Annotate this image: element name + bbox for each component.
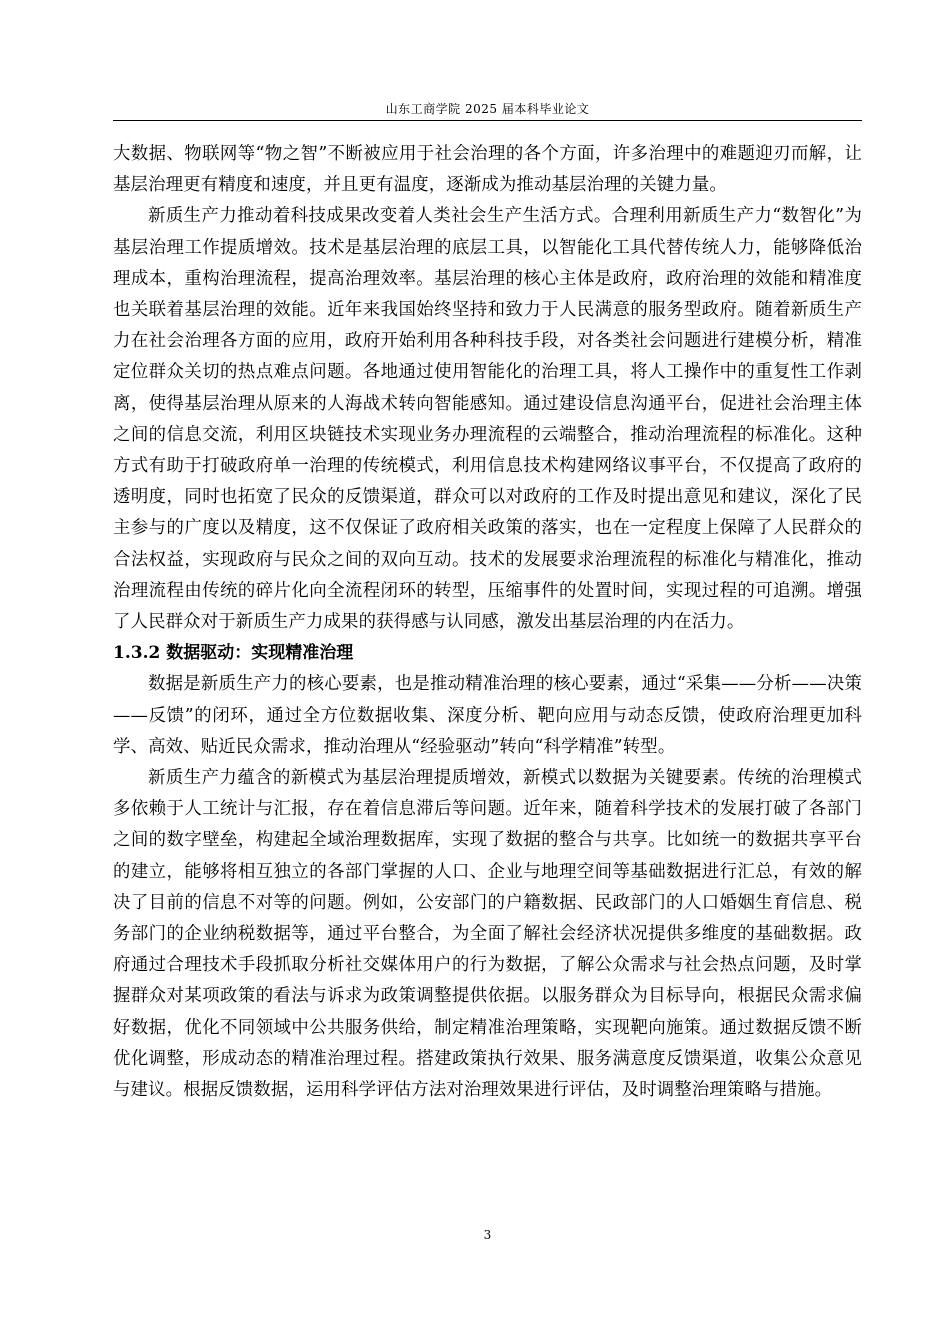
page-number: 3 bbox=[483, 1228, 492, 1242]
paragraph-data-intro: 数据是新质生产力的核心要素，也是推动精准治理的核心要素，通过“采集——分析——决策——反馈”的闭环，通过全方位数据收集、深度分析、靶向应用与动态反馈，使政府治理更加科学、高效、贴近民众需求，推动治理从“经验驱动”转向“科学精准”转型。 bbox=[113, 674, 862, 757]
paragraph-continuation: 大数据、物联网等“物之智”不断被应用于社会治理的各个方面，许多治理中的难题迎刃而解，让基层治理更有精度和速度，并且更有温度，逐渐成为推动基层治理的关键力量。 bbox=[113, 144, 862, 196]
body-text bbox=[113, 139, 862, 1106]
paragraph-data-model: 新质生产力蕴含的新模式为基层治理提质增效，新模式以数据为关键要素。传统的治理模式多依赖于人工统计与汇报，存在着信息滞后等问题。近年来，随着科学技术的发展打破了各部门之间的数字壁垒，构建起全域治理数据库，实现了数据的整合与共享。比如统一的数据共享平台的建立，能够将相互独立的各部门掌握的人口、企业与地理空间等基础数据进行汇总，有效的解决了目前的信息不对等的问题。例如，公安部门的户籍数据、民政部门的人口婚姻生育信息、税务部门的企业纳税数据等，通过平台整合，为全面了解社会经济状况提供多维度的基础数据。政府通过合理技术手段抓取分析社交媒体用户的行为数据，了解公众需求与社会热点问题，及时掌握群众对某项政策的看法与诉求为政策调整提供依据。以服务群众为目标导向，根据民众需求偏好数据，优化不同领域中公共服务供给，制定精准治理策略，实现靶向施策。通过数据反馈不断优化调整，形成动态的精准治理过程。搭建政策执行效果、服务满意度反馈渠道，收集公众意见与建议。根据反馈数据，运用科学评估方法对治理效果进行评估，及时调整治理策略与措施。 bbox=[113, 768, 862, 1101]
paragraph-technology: 新质生产力推动着科技成果改变着人类社会生产生活方式。合理利用新质生产力“数智化”为基层治理工作提质增效。技术是基层治理的底层工具，以智能化工具代替传统人力，能够降低治理成本，重构治理流程，提高治理效率。基层治理的核心主体是政府，政府治理的效能和精准度也关联着基层治理的效能。近年来我国始终坚持和致力于人民满意的服务型政府。随着新质生产力在社会治理各方面的应用，政府开始利用各种科技手段，对各类社会问题进行建模分析，精准定位群众关切的热点难点问题。各地通过使用智能化的治理工具，将人工操作中的重复性工作剥离，使得基层治理从原来的人海战术转向智能感知。通过建设信息沟通平台，促进社会治理主体之间的信息交流，利用区块链技术实现业务办理流程的云端整合，推动治理流程的标准化。这种方式有助于打破政府单一治理的传统模式，利用信息技术构建网络议事平台，不仅提高了政府的透明度，同时也拓宽了民众的反馈渠道，群众可以对政府的工作及时提出意见和建议，深化了民主参与的广度以及精度，这不仅保证了政府相关政策的落实，也在一定程度上保障了人民群众的合法权益，实现政府与民众之间的双向互动。技术的发展要求治理流程的标准化与精准化，推动治理流程由传统的碎片化向全流程闭环的转型，压缩事件的处置时间，实现过程的可追溯。增强了人民群众对于新质生产力成果的获得感与认同感，激发出基层治理的内在活力。 bbox=[113, 206, 862, 633]
header-divider bbox=[113, 120, 862, 121]
section-heading: 1.3.2 数据驱动：实现精准治理 bbox=[113, 643, 354, 664]
running-header: 山东工商学院 2025 届本科毕业论文 bbox=[385, 102, 590, 116]
